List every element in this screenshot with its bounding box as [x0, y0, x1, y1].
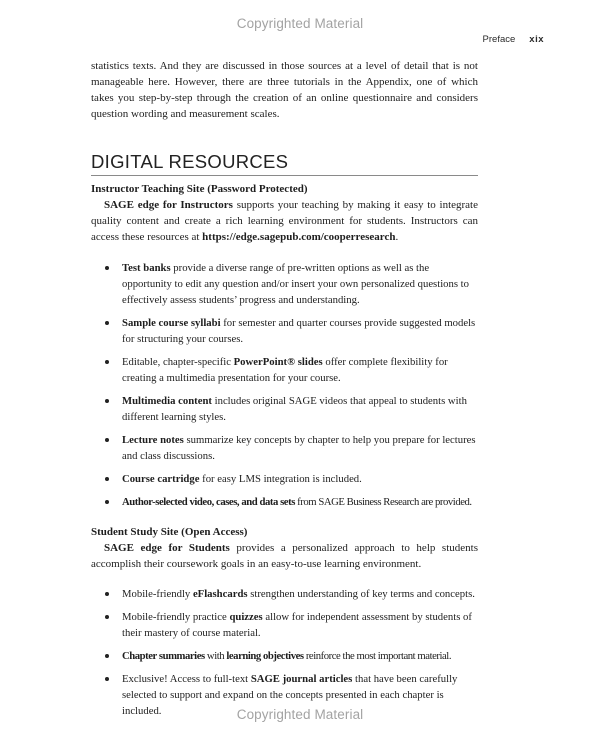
- section-heading: DIGITAL RESOURCES: [91, 151, 478, 176]
- list-item: Multimedia content includes original SAGE videos that appeal to students with different learning styles.: [91, 393, 478, 425]
- instructor-intro-end: .: [395, 231, 399, 243]
- instructor-intro-text: supports your teaching by making it easy to integrate quality content and create a rich learning environment for students. Instructors can access these resources at: [91, 199, 478, 243]
- student-intro-text: provides a personalized approach to help students accomplish their coursework goals in an easy-to-use learning environment.: [91, 542, 478, 570]
- list-item: Test banks provide a diverse range of pre-written options as well as the opportunity to edit any question and/or insert your own personalized questions to effectively assess students’ progress and understanding.: [91, 260, 478, 308]
- intro-paragraph: statistics texts. And they are discussed in those sources at a level of detail that is not manageable here. However, there are three tutorials in the Appendix, one of which takes you step-by-step through the creation of an online questionnaire and considers question wording and measurement scales.: [91, 60, 478, 120]
- watermark-top: Copyrighted Material: [236, 16, 364, 31]
- instructor-site-heading: Instructor Teaching Site (Password Protected): [91, 183, 308, 195]
- student-intro: [91, 540, 478, 572]
- running-head: [483, 34, 544, 45]
- running-head-section: Preface: [482, 34, 516, 45]
- list-item: Chapter summaries with learning objectives reinforce the most important material.: [91, 648, 478, 664]
- list-item: Mobile-friendly practice quizzes allow for independent assessment by students of their mastery of course material.: [91, 609, 478, 641]
- list-item: Lecture notes summarize key concepts by chapter to help you prepare for lectures and class discussions.: [91, 432, 478, 464]
- page-body: [91, 58, 478, 726]
- list-item: Editable, chapter-specific PowerPoint® slides offer complete flexibility for creating a multimedia presentation for your course.: [91, 354, 478, 386]
- watermark-bottom: Copyrighted Material: [236, 707, 364, 722]
- instructor-resource-list: [91, 260, 478, 510]
- instructor-intro-lead: SAGE edge for Instructors: [104, 199, 233, 211]
- list-item: Course cartridge for easy LMS integration is included.: [91, 471, 478, 487]
- instructor-intro: [91, 197, 478, 245]
- page-number: xix: [529, 34, 544, 45]
- instructor-site-url[interactable]: https://edge.sagepub.com/cooperresearch: [202, 231, 396, 243]
- student-site-heading: Student Study Site (Open Access): [91, 526, 248, 538]
- list-item: Author-selected video, cases, and data sets from SAGE Business Research are provided.: [91, 494, 478, 510]
- list-item: Sample course syllabi for semester and quarter courses provide suggested models for structuring your courses.: [91, 315, 478, 347]
- list-item: Exclusive! Access to full-text SAGE journal articles that have been carefully selected to support and expand on the concepts presented in each chapter is included.: [91, 671, 478, 719]
- student-resource-list: [91, 586, 478, 719]
- student-intro-lead: SAGE edge for Students: [104, 542, 230, 554]
- list-item: Mobile-friendly eFlashcards strengthen understanding of key terms and concepts.: [91, 586, 478, 602]
